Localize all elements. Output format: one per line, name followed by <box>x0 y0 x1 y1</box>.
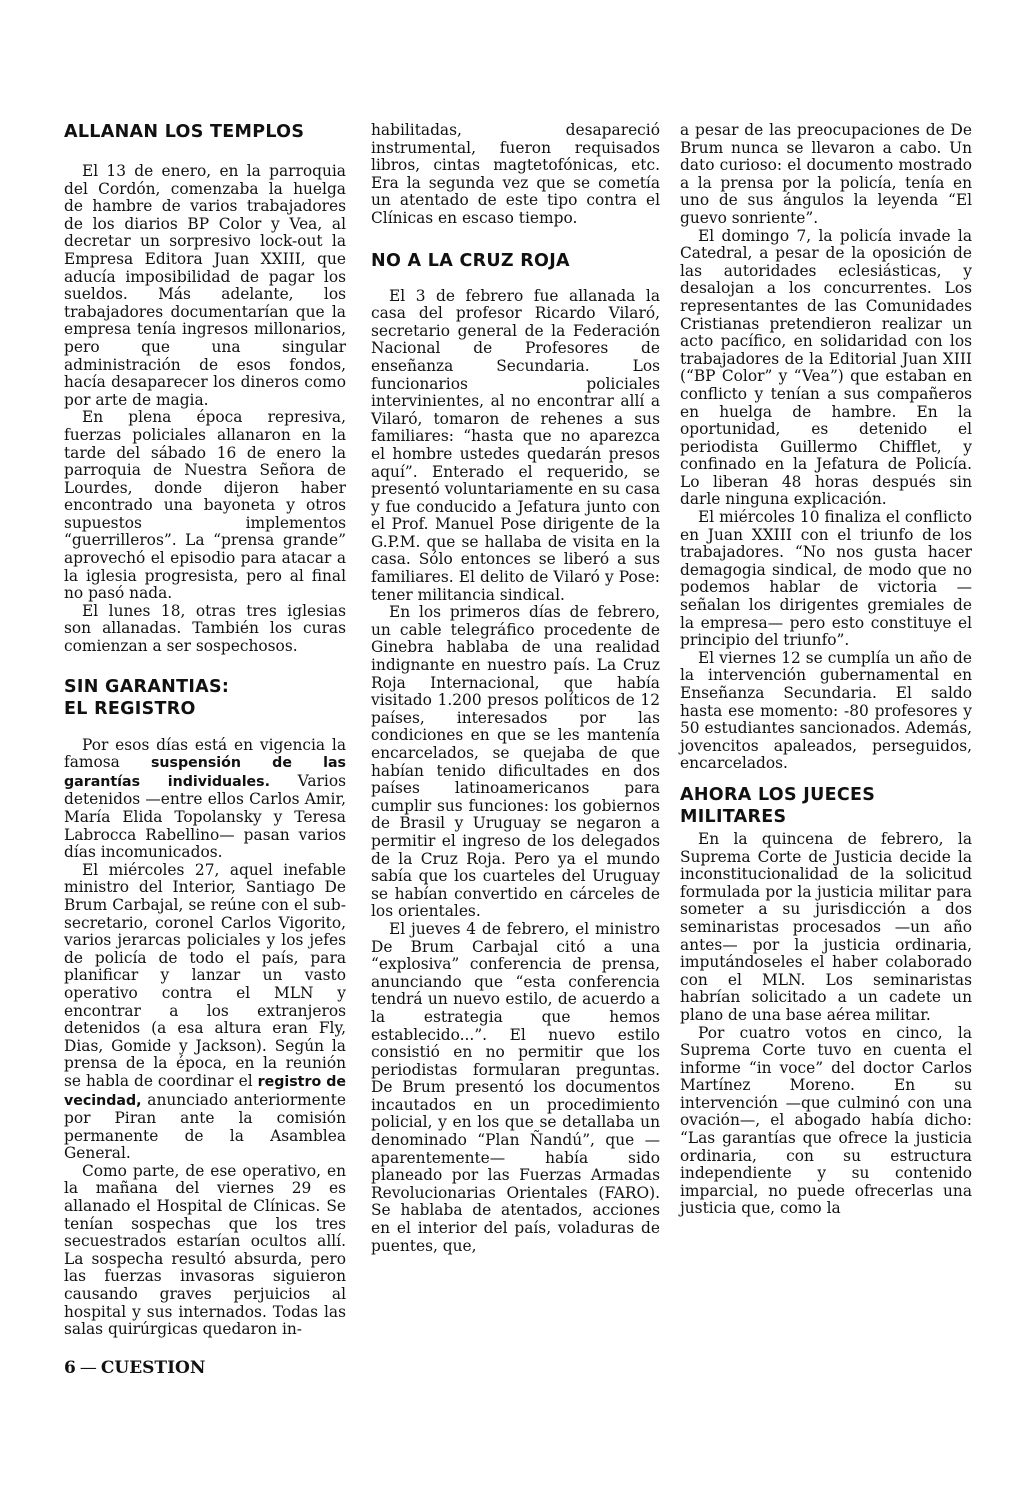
column-2 <box>371 122 660 1255</box>
column-3 <box>680 122 972 1218</box>
heading-line: AHORA LOS JUECES <box>680 784 876 805</box>
text-run: Por esos días está en vigencia la famosa <box>64 735 346 772</box>
magazine-name: CUESTION <box>100 1358 206 1378</box>
text-run: Varios detenidos —entre ellos Carlos Amir, María Elida Topolansky y Teresa Labrocca Rabellino— pasan varios días incomunicados. <box>64 771 346 862</box>
column-1 <box>64 122 346 1339</box>
paragraph <box>64 737 346 862</box>
paragraph: En plena época represiva, fuerzas policiales allanaron en la tarde del sábado 16 de enero la parroquia de Nuestra Señora de Lourdes, donde dijeron haber encontrado una bayoneta y otros supuestos implementos “guerrilleros”. La “prensa grande” aprovechó el episodio para atacar a la iglesia progresista, pero al final no pasó nada. <box>64 408 346 603</box>
section-heading-allanan: ALLANAN LOS TEMPLOS <box>64 122 305 142</box>
paragraph-continued: habilitadas, desapareció instrumental, fueron requisados libros, cintas magtetofónicas, etc. Era la segunda vez que se cometía un atentado de este tipo contra el Clínicas en escaso tiempo. <box>371 121 660 227</box>
paragraph <box>64 862 346 1163</box>
section-heading-cruz-roja: NO A LA CRUZ ROJA <box>371 250 570 271</box>
section-heading-sin-garantias <box>64 676 346 720</box>
heading-line: SIN GARANTIAS: <box>64 676 230 697</box>
paragraph: Como parte, de ese operativo, en la mañana del viernes 29 es allanado el Hospital de Clínicas. Se tenían sospechas que los tres secuestrados estarían ocultos allí. La sospecha resultó absurda, pero las fuerzas invasoras siguieron causando graves perjuicios al hospital y sus internados. Todas las salas quirúrgicas quedaron in- <box>64 1161 346 1339</box>
text-run: El miércoles 27, aquel inefable ministro del Interior, Santiago De Brum Carbajal, se reúne con el sub-secretario, coronel Carlos Vigorito, varios jerarcas policiales y los jefes de policía de todo el país, para planificar y lanzar un vasto operativo contra el MLN y encontrar a los extranjeros detenidos (a esa altura eran Fly, Dias, Gomide y Jackson). Según la prensa de la época, en la reunión se habla de coordinar el <box>64 860 346 1090</box>
bold-text-run: suspensión de las garantías individuales. <box>64 755 347 790</box>
paragraph: El lunes 18, otras tres iglesias son allanadas. También los curas comienzan a ser sospechosos. <box>64 601 346 656</box>
heading-line: EL REGISTRO <box>64 698 196 719</box>
paragraph: El viernes 12 se cumplía un año de la intervención gubernamental en Enseñanza Secundaria. El saldo hasta ese momento: -80 profesores y 50 estudiantes sancionados. Además, jovencitos apaleados, perseguidos, encarcelados. <box>680 648 972 773</box>
paragraph: El jueves 4 de febrero, el ministro De Brum Carbajal citó a una “explosiva” conferencia de prensa, anunciando que “esta conferencia tendrá un nuevo estilo, de acuerdo a la estrategia que hemos establecido...”. El nuevo estilo consistió en no permitir que los periodistas formularan preguntas. De Brum presentó los documentos incautados en un procedimiento policial, y en los que se detallaba un denominado “Plan Ñandú”, que —aparentemente— había sido planeado por las Fuerzas Armadas Revolucionarias Orientales (FARO). Se hablaba de atentados, acciones en el interior del país, voladuras de puentes, que, <box>371 919 660 1255</box>
heading-line: MILITARES <box>680 806 787 827</box>
page-number: 6 <box>64 1358 76 1378</box>
text-run: anunciado anteriormente por Piran ante la comisión permanente de la Asamblea General. <box>64 1090 346 1163</box>
bold-text-run: registro de vecindad, <box>64 1073 346 1109</box>
paragraph: El miércoles 10 finaliza el conflicto en Juan XXIII con el triunfo de los trabajadores. “No nos gusta hacer demagogia sindical, de modo que no podemos hablar de victoria —señalan los dirigentes gremiales de la empresa— pero esto constituye el principio del triunfo”. <box>680 508 972 650</box>
paragraph: El domingo 7, la policía invade la Catedral, a pesar de la oposición de las autoridades eclesiásticas, y desalojan a los concurrentes. Los representantes de las Comunidades Cristianas pretendieron realizar un acto pacífico, en solidaridad con los trabajadores de la Editorial Juan XIII (“BP Color” y “Vea”) que estaban en conflicto y tenían a sus compañeros en huelga de hambre. En la oportunidad, es detenido el periodista Guillermo Chifflet, y confinado en la Jefatura de Policía. Lo liberan 48 horas después sin darle ninguna explicación. <box>680 226 972 509</box>
paragraph: En la quincena de febrero, la Suprema Corte de Justicia decide la inconstitucionalidad de la solicitud formulada por la justicia militar para someter a su jurisdicción a dos seminaristas procesados —un año antes— por la justicia ordinaria, imputándoseles el haber colaborado con el MLN. Los seminaristas habrían solicitado a un cadete un plano de una base aérea militar. <box>680 829 972 1024</box>
paragraph: En los primeros días de febrero, un cable telegráfico procedente de Ginebra hablaba de una realidad indignante en nuestro país. La Cruz Roja Internacional, que había visitado 1.200 presos políticos de 12 países, interesados por las condiciones en que se les mantenía encarcelados, se quejaba de que habían tenido dificultades en dos países latinoamericanos para cumplir sus funciones: los gobiernos de Brasil y Uruguay se negaron a permitir el ingreso de los delegados de la Cruz Roja. Pero ya el mundo sabía que los cuarteles del Uruguay se habían convertido en cárceles de los orientales. <box>371 603 660 921</box>
paragraph: Por cuatro votos en cinco, la Suprema Corte tuvo en cuenta el informe “in voce” del doctor Carlos Martínez Moreno. En su intervención —que culminó con una ovación—, el abogado había dicho: “Las garantías que ofrece la justicia ordinaria, con su estructura independiente y su contenido imparcial, no puede ofrecerlas una justicia que, como la <box>680 1023 972 1218</box>
paragraph: El 13 de enero, en la parroquia del Cordón, comenzaba la huelga de hambre de varios trabajadores de los diarios BP Color y Vea, al decretar un sorpresivo lock-out la Empresa Editora Juan XXIII, que aducía imposibilidad de pagar los sueldos. Más adelante, los trabajadores documentarían que la empresa tenía ingresos millonarios, pero que una singular administración de esos fondos, hacía desaparecer los dineros como por arte de magia. <box>64 162 346 409</box>
paragraph: El 3 de febrero fue allanada la casa del profesor Ricardo Vilaró, secretario general de la Federación Nacional de Profesores de enseñanza Secundaria. Los funcionarios policiales intervinientes, al no encontrar allí a Vilaró, tomaron de rehenes a sus familiares: “hasta que no aparezca el hombre ustedes quedarán presos aquí”. Enterado el requerido, se presentó voluntariamente en su casa y fue conducido a Jefatura junto con el Prof. Manuel Pose dirigente de la G.P.M. que se hallaba de visita en la casa. Sólo entonces se liberó a sus familiares. El delito de Vilaró y Pose: tener militancia sindical. <box>371 286 660 604</box>
paragraph-continued: a pesar de las preocupaciones de De Brum nunca se llevaron a cabo. Un dato curioso: el documento mostrado a la prensa por la policía, tenía en uno de sus ángulos la leyenda “El guevo sonriente”. <box>680 121 972 227</box>
page-footer <box>64 1358 205 1378</box>
section-heading-jueces-militares <box>680 784 972 828</box>
footer-dash: — <box>79 1358 97 1378</box>
